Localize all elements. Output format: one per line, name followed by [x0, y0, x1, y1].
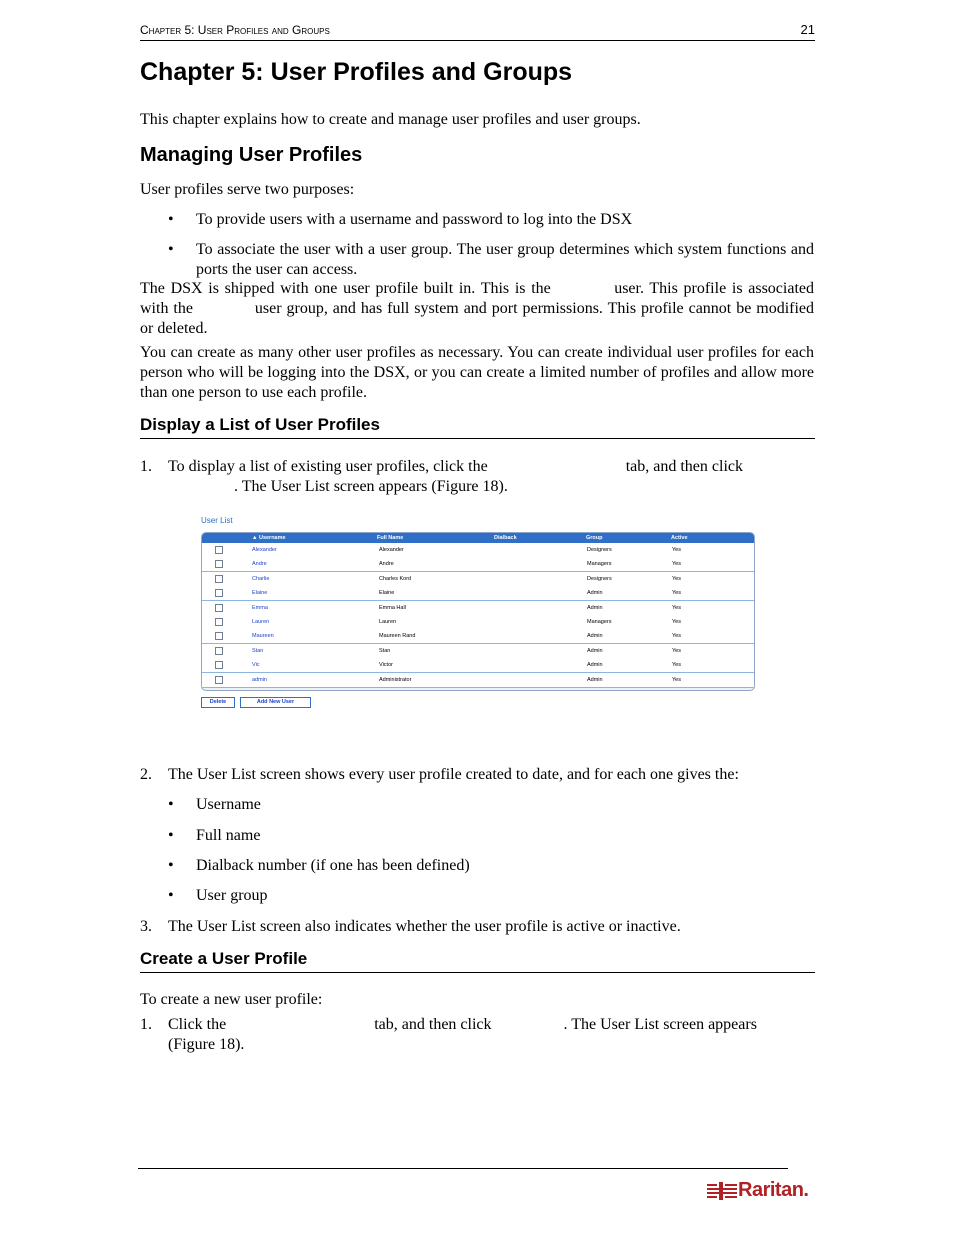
raritan-mark-icon — [707, 1182, 737, 1200]
field-text: Full name — [196, 827, 261, 844]
row-checkbox[interactable] — [215, 676, 223, 684]
step-number: 2. — [140, 766, 152, 783]
bullet-dot: • — [168, 827, 174, 844]
cell-active: Yes — [672, 590, 681, 597]
cell-username[interactable]: Maureen — [252, 633, 274, 640]
step1-text-b: tab, and then click — [625, 458, 743, 475]
step3-text: The User List screen also indicates whether the user profile is active or inactive. — [168, 918, 681, 935]
table-row — [202, 629, 754, 644]
cell-username[interactable]: Elaine — [252, 590, 268, 597]
cell-username[interactable]: Lauren — [252, 619, 270, 625]
create-step1-text-a: Click the — [168, 1016, 227, 1033]
col-group[interactable]: Group — [586, 534, 603, 541]
field-text: Username — [196, 796, 261, 813]
create-step1-text-c: . The User List screen appears — [563, 1016, 757, 1033]
cell-fullname: Administrator — [379, 676, 412, 683]
create-lead: To create a new user profile: — [140, 991, 323, 1008]
cell-username[interactable]: Alexander — [252, 547, 277, 553]
cell-group: Admin — [587, 676, 603, 683]
user-list-table — [201, 532, 755, 691]
cell-active: Yes — [672, 676, 681, 683]
field-item — [168, 886, 814, 906]
page-number: 21 — [800, 22, 815, 37]
col-active[interactable]: Active — [671, 534, 688, 541]
cell-username[interactable]: admin — [252, 676, 267, 683]
cell-fullname: Lauren — [379, 619, 397, 625]
cell-fullname: Charles Kord — [379, 575, 412, 582]
display-step-1 — [140, 457, 814, 497]
cell-group: Designers — [587, 575, 612, 582]
cell-active: Yes — [672, 575, 681, 582]
section-heading-display: Display a List of User Profiles — [140, 415, 815, 439]
cell-active: Yes — [672, 662, 681, 669]
cell-active: Yes — [672, 604, 681, 611]
profiles-paragraph: You can create as many other user profiles as necessary. You can create individual user profiles for each person who will be logging into the DSX, or you can create a limited number of profiles and allow more than one person to use each profile. — [140, 344, 814, 401]
table-row — [202, 572, 754, 587]
row-checkbox[interactable] — [215, 618, 223, 626]
cell-fullname: Victor — [379, 662, 393, 669]
cell-username[interactable]: Andre — [252, 561, 267, 568]
col-fullname[interactable]: Full Name — [377, 534, 404, 541]
row-checkbox[interactable] — [215, 661, 223, 669]
cell-group: Admin — [587, 647, 603, 654]
footer-rule — [138, 1168, 788, 1169]
raritan-wordmark: Raritan. — [738, 1179, 809, 1201]
cell-username[interactable]: Stan — [252, 647, 264, 654]
col-dialback[interactable]: Dialback — [494, 534, 517, 541]
step-number: 3. — [140, 918, 152, 935]
step1-text-a: To display a list of existing user profiles, click the — [168, 458, 488, 475]
bullet-dot: • — [168, 857, 174, 874]
table-header — [202, 533, 754, 543]
cell-active: Yes — [672, 633, 681, 640]
builtin-profile-paragraph — [140, 279, 814, 339]
table-row — [202, 658, 754, 673]
cell-fullname: Elaine — [379, 590, 395, 597]
row-checkbox[interactable] — [215, 560, 223, 568]
row-checkbox[interactable] — [215, 632, 223, 640]
running-header — [140, 22, 815, 41]
field-item — [168, 826, 814, 846]
bullet-item — [168, 240, 814, 280]
field-text: Dialback number (if one has been defined) — [196, 857, 470, 874]
cell-group: Admin — [587, 590, 603, 597]
bullet-text: To provide users with a username and password to log into the DSX — [196, 211, 633, 228]
bullet-item — [168, 210, 814, 230]
bullet-dot: • — [168, 211, 174, 228]
user-list-title: User List — [201, 516, 233, 525]
table-row — [202, 644, 754, 659]
cell-active: Yes — [672, 619, 681, 625]
delete-button[interactable]: Delete — [201, 697, 235, 708]
table-row — [202, 601, 754, 616]
create-step1-text-b: tab, and then click — [374, 1016, 492, 1033]
row-checkbox[interactable] — [215, 546, 223, 554]
cell-group: Admin — [587, 662, 603, 669]
row-checkbox[interactable] — [215, 589, 223, 597]
builtin-text-c: user group, and has full system and port permissions. This profile cannot be modified or deleted. — [140, 300, 815, 337]
chapter-title: Chapter 5: User Profiles and Groups — [140, 58, 573, 86]
step1-text-c: . The User List screen appears (Figure 18). — [234, 478, 508, 495]
raritan-logo — [707, 1178, 813, 1204]
cell-fullname: Stan — [379, 647, 391, 654]
table-row — [202, 586, 754, 601]
table-row — [202, 673, 754, 688]
table-row — [202, 543, 754, 558]
cell-group: Managers — [587, 561, 612, 568]
builtin-text-a: The DSX is shipped with one user profile built in. This is the — [140, 280, 551, 297]
step-number: 1. — [140, 458, 152, 475]
row-checkbox[interactable] — [215, 575, 223, 583]
section-heading-create: Create a User Profile — [140, 949, 815, 973]
col-username[interactable]: ▲ Username — [252, 534, 286, 541]
builtin-text-b: user. This profile is associated with the — [140, 280, 814, 317]
cell-fullname: Emma Hall — [379, 604, 406, 611]
step-number: 1. — [140, 1016, 152, 1033]
bullet-dot: • — [168, 796, 174, 813]
field-item — [168, 856, 814, 876]
bullet-dot: • — [168, 241, 174, 258]
cell-group: Admin — [587, 604, 603, 611]
create-step-1 — [140, 1015, 814, 1055]
step2-text: The User List screen shows every user profile created to date, and for each one gives the: — [168, 766, 739, 783]
cell-active: Yes — [672, 547, 681, 553]
add-new-user-button[interactable]: Add New User — [240, 697, 311, 708]
row-checkbox[interactable] — [215, 604, 223, 612]
cell-fullname: Maureen Rand — [379, 633, 416, 640]
bullet-text: To associate the user with a user group. The user group determines which system functions and ports the user can access. — [196, 241, 814, 278]
cell-fullname: Alexander — [379, 547, 404, 553]
table-row — [202, 615, 754, 630]
cell-group: Managers — [587, 619, 612, 625]
field-item — [168, 795, 814, 815]
cell-group: Admin — [587, 633, 603, 640]
cell-active: Yes — [672, 647, 681, 654]
cell-username[interactable]: Charlie — [252, 575, 270, 582]
field-text: User group — [196, 887, 268, 904]
cell-group: Designers — [587, 547, 612, 553]
intro-paragraph: This chapter explains how to create and manage user profiles and user groups. — [140, 111, 641, 128]
cell-active: Yes — [672, 561, 681, 568]
table-row — [202, 557, 754, 572]
managing-lead: User profiles serve two purposes: — [140, 181, 355, 198]
create-step1-text-d: (Figure 18). — [168, 1036, 245, 1053]
section-heading-managing: Managing User Profiles — [140, 144, 363, 166]
cell-fullname: Andre — [379, 561, 394, 568]
bullet-dot: • — [168, 887, 174, 904]
cell-username[interactable]: Emma — [252, 604, 268, 611]
cell-username[interactable]: Vic — [252, 662, 260, 669]
row-checkbox[interactable] — [215, 647, 223, 655]
running-title: Chapter 5: User Profiles and Groups — [140, 23, 330, 37]
